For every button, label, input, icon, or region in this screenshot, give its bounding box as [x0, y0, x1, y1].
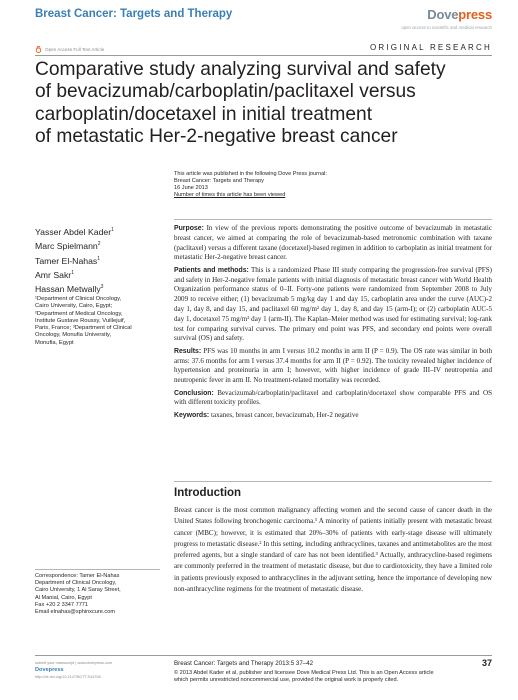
brand-accent: press — [458, 7, 492, 22]
section-divider — [35, 55, 492, 56]
abstract-keywords: Keywords: taxanes, breast cancer, bevacizumab, Her-2 negative — [174, 410, 359, 419]
journal-name[interactable]: Breast Cancer: Targets and Therapy — [35, 8, 233, 20]
author-list — [35, 224, 114, 295]
correspondence-block — [35, 573, 170, 616]
publication-note: This article was published in the following Dove Press journal: — [174, 171, 327, 177]
footer-citation: Breast Cancer: Targets and Therapy 2013:5 37–42 — [174, 660, 314, 667]
footer-left — [35, 660, 112, 680]
affiliations — [35, 296, 170, 347]
copyright-line: © 2013 Abdel Kader et al, publisher and licensee Dove Medical Press Ltd. This is an Open Access article — [174, 670, 434, 676]
author[interactable]: Hassan Metwally$^3$ — [35, 284, 104, 295]
page-number: 37 — [481, 658, 492, 668]
footer-dovepress-logo[interactable]: Dovepress — [35, 667, 64, 673]
article-views-link[interactable]: Number of times this article has been viewed — [174, 192, 286, 199]
affiliation-line: Cairo University, Cairo, Egypt; — [35, 303, 113, 310]
affiliation-line: Monufia, Egypt — [35, 339, 74, 346]
abstract-bottom-rule — [174, 481, 492, 482]
footer-rule — [35, 655, 492, 656]
dovepress-logo[interactable] — [427, 7, 492, 22]
publication-journal: Breast Cancer: Targets and Therapy — [174, 178, 264, 185]
copyright-notice — [174, 670, 492, 684]
submit-link[interactable]: submit your manuscript | www.dovepress.com — [35, 661, 113, 665]
introduction-text: Breast cancer is the most common malignancy affecting women and the second cause of cancer death in the United States following bronchogenic carcinoma.¹ A minority of patients initially present with metastatic breast cancer (MBC); however, it is estimated that 20%–30% of patients with early-stage disease will ultimately progress to metastatic disease.² In this setting, including anthracyclines, taxanes and antimetabolites are the most preferred agents, but a single standard of care has not been identified.³ Actually, anthracycline-based regimens are commonly preferred in the treatment of metastatic disease, but due to cardiotoxicity, they have a limited role in patients previously exposed to anthracyclines in the adjuvant setting, hence the importance of developing new non-anthracycline regimens for the treatment of metastatic disease. — [174, 506, 492, 594]
affiliation-line: Paris, France; ³Department of Clinical — [35, 325, 132, 332]
journal-header — [35, 6, 492, 40]
abstract-results: Results: PFS was 10 months in arm I versus 10.2 months in arm II (P = 0.9). The OS rate was similar in both arms: 37.6 months for arm I versus 37.4 months for arm II (P = 0.92). The toxicity revealed higher incidence of hypertension and proteinuria in arm I; however, with higher incidence of grade III–IV neutropenia and neutropenic fever in arm II. No treatment-related mortality was recorded. — [174, 346, 493, 385]
correspondence-rule — [35, 569, 160, 570]
affiliation-line: Institute Gustave Roussy, Vuillejuif, — [35, 317, 126, 324]
doi-link[interactable]: http://dx.doi.org/10.2147/BCTT.S44708 — [35, 675, 101, 679]
correspondence-line: Cairo University, 1 Al Saray Street, — [35, 587, 121, 594]
correspondence-line: Correspondence: Tamer El-Nahas — [35, 573, 120, 579]
abstract-purpose: Purpose: In view of the previous reports demonstrating the positive outcome of bevacizumab in metastatic breast cancer, we aimed at comparing the role of bevacizumab-based metronomic combination with taxane (paclitaxel) versus a different taxane (docetaxel)-based regimen in addition to carboplatin as initial treatment for metastatic Her-2-negative breast cancer. — [174, 224, 493, 262]
affiliation-line: Oncology, Monufia University, — [35, 332, 112, 339]
correspondence-line: Department of Clinical Oncology, — [35, 580, 117, 587]
publication-info — [174, 171, 474, 199]
author[interactable]: Amr Sakr$^1$ — [35, 269, 74, 280]
correspondence-email[interactable]: Email elnahas@sphinxcure.com — [35, 609, 115, 616]
article-title — [35, 59, 505, 149]
open-access-icon — [35, 46, 42, 53]
copyright-line: which permits unrestricted noncommercial use, provided the original work is properly cited. — [174, 677, 399, 683]
title-line: carboplatin/docetaxel in initial treatment — [35, 103, 373, 125]
correspondence-line: Al Manial, Cairo, Egypt — [35, 594, 92, 601]
correspondence-line: Fax +20 2 3347 7771 — [35, 601, 89, 608]
abstract-top-rule — [174, 219, 492, 220]
affiliation-line: ²Department of Medical Oncology, — [35, 310, 123, 317]
open-access-label: Open Access Full Text Article — [45, 47, 105, 52]
author[interactable]: Marc Spielmann$^2$ — [35, 241, 101, 252]
author[interactable]: Yasser Abdel Kader$^1$ — [35, 226, 114, 237]
abstract — [174, 224, 492, 423]
introduction-heading: Introduction — [174, 487, 242, 499]
author[interactable]: Tamer El-Nahas$^1$ — [35, 255, 101, 266]
affiliation-line: ¹Department of Clinical Oncology, — [35, 296, 122, 302]
brand-main: Dove — [427, 7, 459, 22]
title-line: of metastatic Her-2-negative breast cancer — [35, 126, 398, 148]
abstract-conclusion: Conclusion: Bevacizumab/carboplatin/paclitaxel and carboplatin/docetaxel show comparable PFS and OS with different toxicity profiles. — [174, 388, 492, 407]
brand-tagline: open access to scientific and medical research — [401, 25, 492, 30]
publication-date: 16 June 2013 — [174, 185, 208, 192]
title-line: of bevacizumab/carboplatin/paclitaxel versus — [35, 81, 416, 103]
abstract-methods: Patients and methods: This is a randomized Phase III study comparing the progression-free survival (PFS) and safety in Her-2-negative female patients with initial diagnosis of metastatic breast cancer with World Health Organization performance status of 0–II. Forty-one patients were randomized from September 2008 to July 2009 to receive either; (1) bevacizumab 5 mg/kg day 1 and day 15, carboplatin area under the curve (AUC)-2 day 1, day 8, and day 15, and paclitaxel 60 mg/m² day 1, day 8, and day 15 (arm-I); or (2) carboplatin AUC-5 day 1, docetaxel 75 mg/m² day 1 (arm-II). The Kaplan–Meier method was used for estimating survival; log-rank test for comparing survival curves. The primary end point was PFS, and secondary end points were overall survival (OS) and safety. — [174, 265, 492, 343]
open-access-badge — [35, 46, 104, 53]
section-label: ORIGINAL RESEARCH — [369, 43, 492, 52]
title-line: Comparative study analyzing survival and safety — [35, 59, 446, 80]
